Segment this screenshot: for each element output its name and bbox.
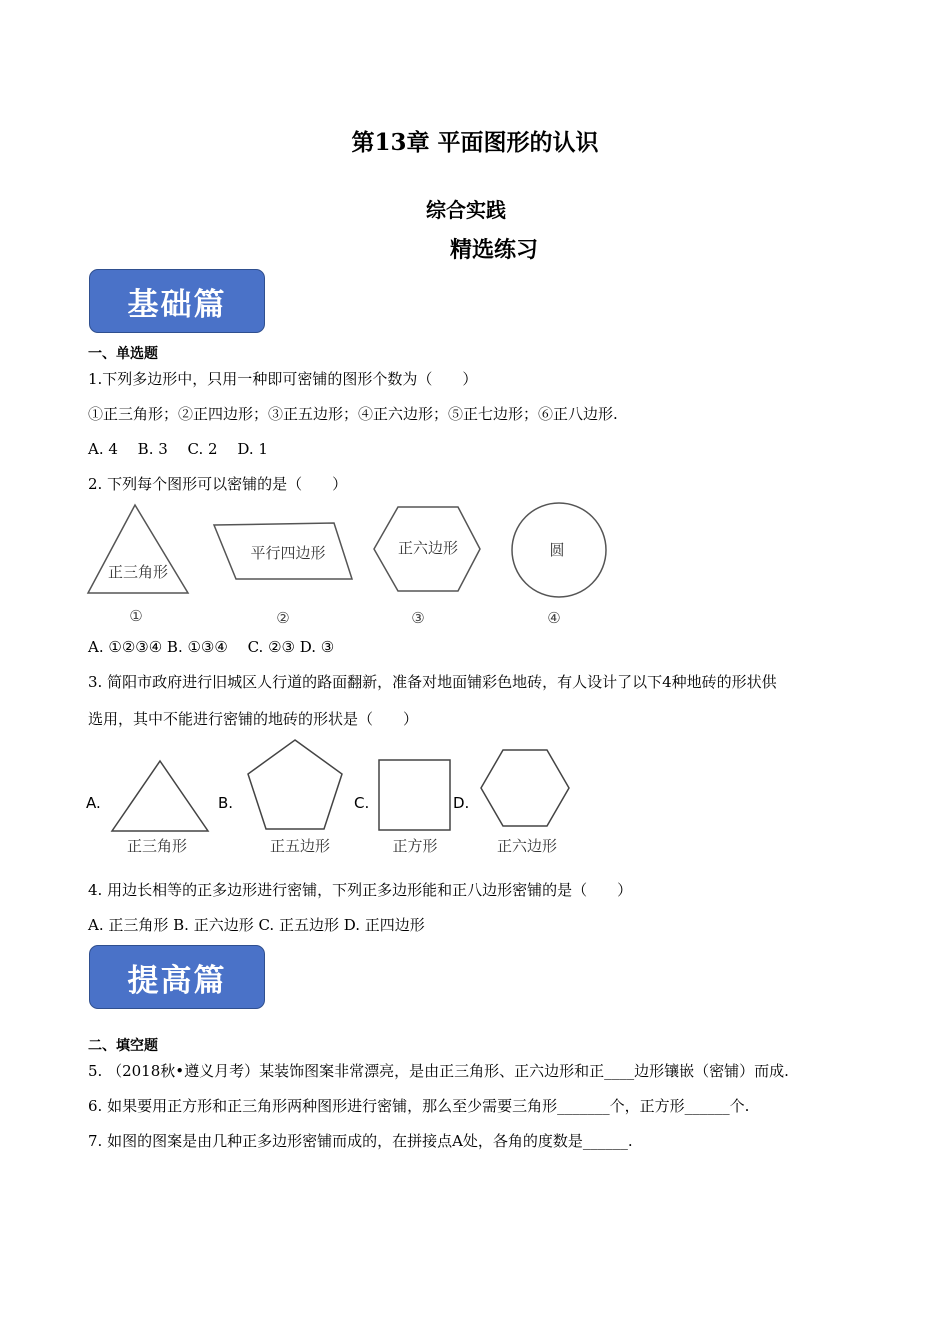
question-type-label: 一、单选题: [88, 346, 158, 362]
q2-figures: [80, 495, 640, 635]
q1-list: ①正三角形；②正四边形；③正五边形；④正六边形；⑤正七边形；⑥正八边形.: [88, 405, 618, 423]
triangle-shape: [112, 761, 208, 831]
advanced-level-banner: 提高篇: [89, 945, 265, 1009]
q1-options: A. 4 B. 3 C. 2 D. 1: [88, 440, 268, 458]
pentagon-shape: [248, 740, 342, 829]
q2-options: A. ①②③④ B. ①③④ C. ②③ D. ③: [88, 638, 335, 656]
q2-stem: 2. 下列每个图形可以密铺的是（ ）: [88, 475, 348, 493]
q2-figure-num: ③: [411, 609, 425, 627]
q3-option-letter: D.: [453, 794, 470, 812]
q4-options: A. 正三角形 B. 正六边形 C. 正五边形 D. 正四边形: [88, 916, 425, 934]
q3-figure-label: 正五边形: [269, 837, 331, 855]
q3-option-letter: B.: [218, 794, 234, 812]
q3-stem-line1: 3. 简阳市政府进行旧城区人行道的路面翻新，准备对地面铺彩色地砖，有人设计了以下4种地砖的形状供: [88, 673, 777, 691]
section-subtitle-2: 精选练习: [450, 237, 539, 263]
q1-stem: 1.下列多边形中，只用一种即可密铺的图形个数为（ ）: [88, 370, 478, 388]
basic-level-banner: 基础篇: [89, 269, 265, 333]
q5-text: 5. （2018秋•遵义月考）某装饰图案非常漂亮，是由正三角形、正六边形和正____边形镶嵌（密铺）而成.: [88, 1062, 789, 1080]
page-title: 第13章 平面图形的认识: [351, 129, 599, 156]
q7-text: 7. 如图的图案是由几种正多边形密铺而成的，在拼接点A处，各角的度数是______.: [88, 1132, 633, 1150]
q4-stem: 4. 用边长相等的正多边形进行密铺，下列正多边形能和正八边形密铺的是（ ）: [88, 881, 633, 899]
q2-figure-label: 圆: [549, 541, 565, 559]
question-type-label: 二、填空题: [88, 1038, 158, 1054]
hexagon-shape: [481, 750, 569, 826]
q3-stem-line2: 选用，其中不能进行密铺的地砖的形状是（ ）: [88, 710, 419, 728]
q2-figure-label: 平行四边形: [250, 544, 326, 562]
q3-option-letter: A.: [86, 794, 101, 812]
q3-figure-label: 正三角形: [126, 837, 188, 855]
q2-figure-num: ④: [547, 609, 561, 627]
q2-figure-label: 正三角形: [107, 563, 169, 581]
q3-figure-label: 正六边形: [496, 837, 558, 855]
q3-figure-label: 正方形: [392, 837, 438, 855]
square-shape: [379, 760, 450, 830]
q2-figure-num: ②: [276, 609, 290, 627]
q6-text: 6. 如果要用正方形和正三角形两种图形进行密铺，那么至少需要三角形_______个，正方形______个.: [88, 1097, 750, 1115]
section-subtitle: 综合实践: [426, 198, 506, 222]
q2-figure-num: ①: [129, 607, 143, 625]
q3-option-letter: C.: [354, 794, 370, 812]
q3-figures: [80, 733, 580, 863]
q2-figure-label: 正六边形: [397, 539, 459, 557]
